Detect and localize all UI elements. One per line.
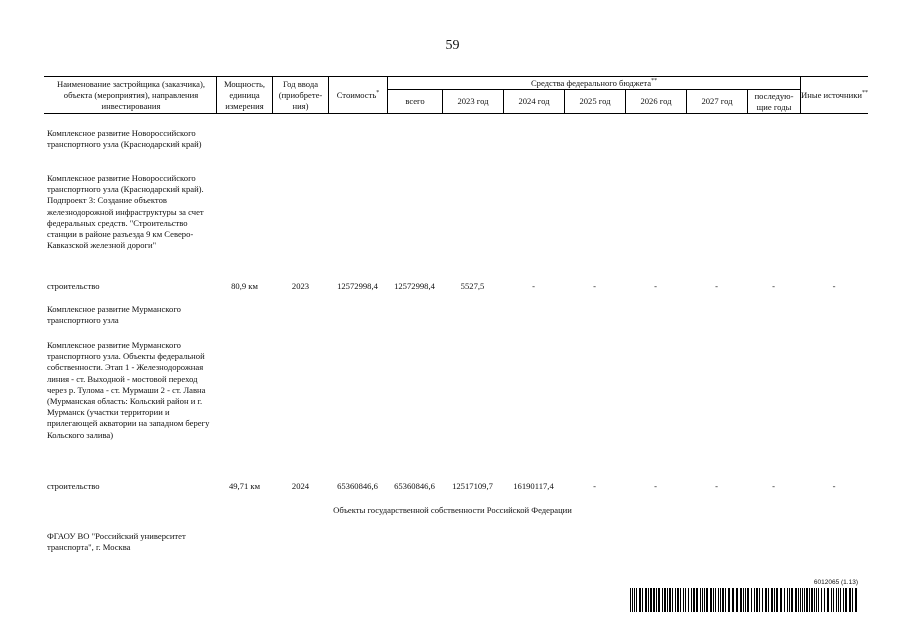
barcode-bar <box>630 588 631 612</box>
row-total: 65360846,6 <box>394 481 435 491</box>
barcode-bar <box>833 588 834 612</box>
header-2024: 2024 год <box>518 96 550 106</box>
krasnodar-subproject: Комплексное развитие Новороссийского транспортного узла (Краснодарский край). Подпроект 3: Создание объектов железнодорожной инфраструктуры за счет федеральных средств. "Строительство станции в районе разъезда 9 км Северо-Кавказской железной дороги" <box>47 173 204 251</box>
row-later: - <box>772 281 775 291</box>
barcode-bar <box>843 588 844 612</box>
row-other: - <box>832 281 836 291</box>
barcode-bar <box>824 588 825 612</box>
barcode-bar <box>728 588 730 612</box>
row-capacity: 80,9 км <box>231 281 258 291</box>
barcode-bar <box>672 588 673 612</box>
barcode-bar <box>818 588 819 612</box>
barcode-bar <box>650 588 652 612</box>
barcode-bar <box>774 588 775 612</box>
header-name: Наименование застройщика (заказчика), объекта (мероприятия), направления инвестирования <box>57 78 205 111</box>
barcode-bar <box>804 588 805 612</box>
barcode-bar <box>795 588 797 612</box>
barcode-bar <box>634 588 635 612</box>
barcode-bar <box>747 588 749 612</box>
barcode-bar <box>702 588 703 612</box>
row-2027: - <box>715 281 718 291</box>
row-2026: - <box>654 281 657 291</box>
barcode-bar <box>658 588 660 612</box>
barcode-bar <box>710 588 712 612</box>
barcode-bar <box>683 588 684 612</box>
barcode-bar <box>715 588 716 612</box>
row-2025: - <box>593 281 596 291</box>
barcode-bar <box>765 588 767 612</box>
murmansk-title: Комплексное развитие Мурманского транспортного узла <box>47 304 181 326</box>
row-name: строительство <box>47 281 100 291</box>
row-2027: - <box>715 481 718 491</box>
barcode-bar <box>736 588 738 612</box>
barcode-bar <box>787 588 788 612</box>
barcode-bar <box>762 588 763 612</box>
barcode-bar <box>706 588 708 612</box>
header-cost: Стоимость* <box>336 89 380 100</box>
barcode-bar <box>632 588 633 612</box>
barcode-bar <box>811 588 813 612</box>
barcode-bar <box>821 588 822 612</box>
header-later: последую-щие годы <box>754 90 794 112</box>
barcode-bar <box>645 588 647 612</box>
row-other: - <box>832 481 836 491</box>
barcode-bar <box>836 588 837 612</box>
barcode-bar <box>791 588 793 612</box>
barcode-bar <box>806 588 808 612</box>
barcode-bar <box>669 588 671 612</box>
barcode-bar <box>693 588 695 612</box>
barcode-bar <box>653 588 655 612</box>
barcode-bar <box>751 588 752 612</box>
row-cost: 65360846,6 <box>337 481 378 491</box>
row-year: 2024 <box>291 481 310 491</box>
row-2024: 16190117,4 <box>513 481 554 491</box>
barcode-bar <box>743 588 744 612</box>
barcode-bar <box>639 588 641 612</box>
row-2025: - <box>593 481 596 491</box>
barcode-bar <box>780 588 782 612</box>
krasnodar-title: Комплексное развитие Новороссийского транспортного узла (Краснодарский край) <box>47 128 202 150</box>
barcode-bar <box>831 588 832 612</box>
page-number: 59 <box>445 38 460 53</box>
barcode-bar <box>662 588 663 612</box>
row-2024: - <box>532 281 535 291</box>
barcode-id: 6012065 (1.13) <box>813 579 858 586</box>
barcode-bar <box>800 588 801 612</box>
header-federal: Средства федерального бюджета** <box>530 77 658 88</box>
row-capacity: 49,71 км <box>228 481 261 491</box>
barcode-bar <box>827 588 829 612</box>
table-row <box>0 281 905 293</box>
barcode-bars <box>630 588 858 612</box>
barcode-bar <box>816 588 817 612</box>
barcode-bar <box>677 588 679 612</box>
barcode-bar <box>814 588 815 612</box>
barcode-bar <box>756 588 758 612</box>
barcode-bar <box>771 588 773 612</box>
barcode-bar <box>855 588 857 612</box>
barcode-bar <box>849 588 851 612</box>
barcode-bar <box>740 588 742 612</box>
barcode-bar <box>722 588 724 612</box>
row-2023: 12517109,7 <box>452 481 493 491</box>
row-name: строительство <box>47 481 100 491</box>
barcode-bar <box>768 588 769 612</box>
barcode-bar <box>704 588 705 612</box>
barcode-bar <box>700 588 701 612</box>
header-2026: 2026 год <box>640 96 672 106</box>
murmansk-stage: Комплексное развитие Мурманского транспортного узла. Объекты федеральной собственности. Этап 1 - Железнодорожная линия - ст. Выходной - мостовой переход через р. Тулома - ст. Мурмаши 2 - ст. Лавна (Мурманская область: Кольский район и г. Мурманск (участки территории и прилегающей акватории на западном берегу Кольского залива) <box>47 340 210 440</box>
header-capacity: Мощность, единица измерения <box>223 78 266 111</box>
barcode-bar <box>802 588 803 612</box>
row-cost: 12572998,4 <box>337 281 378 291</box>
row-2026: - <box>654 481 657 491</box>
header-2027: 2027 год <box>701 96 733 106</box>
barcode-bar <box>754 588 755 612</box>
barcode-bar <box>784 588 785 612</box>
row-year: 2023 <box>291 281 310 291</box>
row-later: - <box>772 481 775 491</box>
barcode-bar <box>675 588 676 612</box>
barcode-bar <box>667 588 668 612</box>
header-total: всего <box>405 96 425 106</box>
barcode-bar <box>691 588 692 612</box>
barcode-bar <box>720 588 721 612</box>
barcode-bar <box>688 588 689 612</box>
barcode-bar <box>696 588 698 612</box>
section-title: Объекты государственной собственности Российской Федерации <box>333 505 572 515</box>
barcode-bar <box>838 588 839 612</box>
header-year: Год ввода (приобрете-ния) <box>278 78 323 111</box>
barcode-bar <box>656 588 657 612</box>
barcode-bar <box>840 588 841 612</box>
row-total: 12572998,4 <box>394 281 435 291</box>
barcode-bar <box>664 588 666 612</box>
row-2023: 5527,5 <box>460 281 485 291</box>
barcode-bar <box>732 588 734 612</box>
barcode-bar <box>845 588 847 612</box>
barcode-bar <box>759 588 760 612</box>
barcode-bar <box>718 588 719 612</box>
university-name: ФГАОУ ВО "Российский университет транспорта", г. Москва <box>47 531 186 553</box>
barcode-bar <box>725 588 726 612</box>
header-2025: 2025 год <box>579 96 611 106</box>
barcode-bar <box>642 588 643 612</box>
header-bottom-border <box>44 113 868 114</box>
header-other: Иные источники** <box>801 89 868 100</box>
barcode <box>630 579 858 613</box>
barcode-bar <box>852 588 853 612</box>
barcode-bar <box>798 588 799 612</box>
barcode-bar <box>648 588 649 612</box>
barcode-bar <box>789 588 790 612</box>
barcode-bar <box>680 588 681 612</box>
barcode-bar <box>713 588 714 612</box>
barcode-bar <box>636 588 637 612</box>
barcode-bar <box>745 588 746 612</box>
barcode-bar <box>685 588 686 612</box>
table-row <box>0 481 905 493</box>
header-2023: 2023 год <box>457 96 489 106</box>
barcode-bar <box>809 588 810 612</box>
barcode-bar <box>776 588 778 612</box>
